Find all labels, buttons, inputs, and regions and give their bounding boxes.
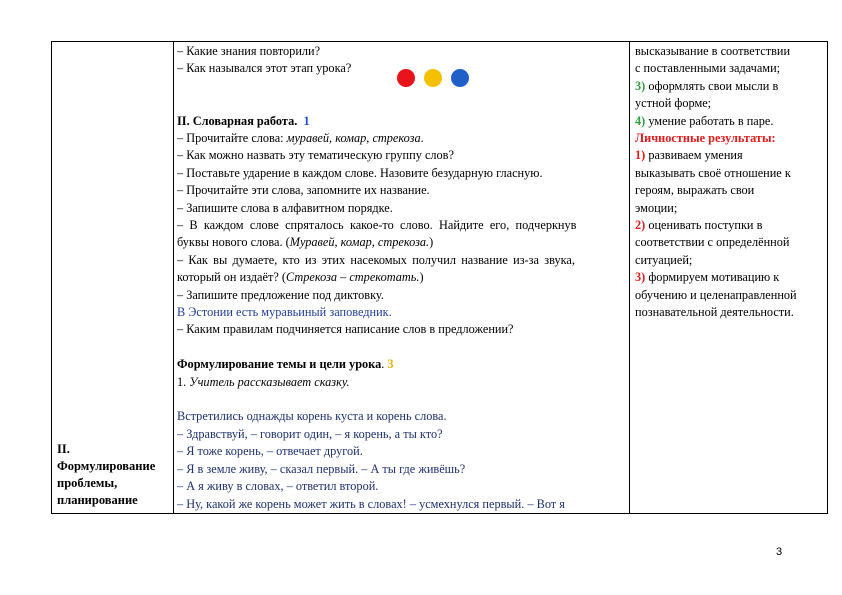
stage-name-line: Формулирование xyxy=(57,458,156,473)
result-line: познавательной деятельности. xyxy=(635,305,794,320)
dictation-sentence: В Эстонии есть муравьиный заповедник. xyxy=(177,305,392,320)
question-line: – Запишите предложение под диктовку. xyxy=(177,287,384,302)
question-line: – В каждом слове спряталось какое-то слово. Найдите его, подчеркнув xyxy=(177,218,577,233)
story-line: – Здравствуй, – говорит один, – я корень, а ты кто? xyxy=(177,426,443,441)
teacher-note: 1. Учитель рассказывает сказку. xyxy=(177,374,350,389)
result-line: 4) умение работать в паре. xyxy=(635,113,774,128)
story-line: – Я тоже корень, – отвечает другой. xyxy=(177,444,363,459)
stage-title xyxy=(52,441,173,513)
yellow-circle-icon xyxy=(424,69,442,87)
question-line: – Как вы думаете, кто из этих насекомых получил название из-за звука, xyxy=(177,252,575,267)
result-line: эмоции; xyxy=(635,200,678,215)
result-line: с поставленными задачами; xyxy=(635,61,781,76)
result-line: ситуацией; xyxy=(635,252,693,267)
story-line: Встретились однажды корень куста и корень слова. xyxy=(177,409,447,424)
story-line: – Ну, какой же корень может жить в словах! – усмехнулся первый. – Вот я xyxy=(177,496,565,511)
result-line: 3) формируем мотивацию к xyxy=(635,270,780,285)
result-line: 2) оценивать поступки в xyxy=(635,218,763,233)
result-line: обучению и целенаправленной xyxy=(635,287,797,302)
stage-name-line: проблемы, xyxy=(57,475,118,490)
result-line: устной форме; xyxy=(635,96,712,111)
color-circles xyxy=(397,69,469,87)
question-line: – Каким правилам подчиняется написание слов в предложении? xyxy=(177,322,514,337)
vocab-heading: II. Словарная работа. 1 xyxy=(177,113,310,128)
question-line: – Прочитайте слова: муравей, комар, стрекоза. xyxy=(177,131,424,145)
story-line: – Я в земле живу, – сказал первый. – А ты где живёшь? xyxy=(177,461,466,476)
result-line: выказывать своё отношение к xyxy=(635,165,791,180)
results-cell xyxy=(630,42,828,514)
topic-heading: Формулирование темы и цели урока. 3 xyxy=(177,357,394,372)
question-line: – Какие знания повторили? xyxy=(177,44,321,58)
question-line: который он издаёт? (Стрекоза – стрекотать.) xyxy=(177,270,424,285)
vocab-step-number: 1 xyxy=(303,113,310,128)
result-line: героям, выражать свои xyxy=(635,183,755,198)
stage-number: II. xyxy=(57,441,70,456)
red-circle-icon xyxy=(397,69,415,87)
story-line: – А я живу в словах, – ответил второй. xyxy=(177,479,379,494)
teacher-activity-cell xyxy=(174,42,630,514)
result-line: 1) развиваем умения xyxy=(635,148,743,163)
page-number: 3 xyxy=(776,546,783,558)
question-line: буквы нового слова. (Муравей, комар, стрекоза.) xyxy=(177,235,434,250)
blue-circle-icon xyxy=(451,69,469,87)
stage-cell xyxy=(52,42,174,514)
question-line: – Прочитайте эти слова, запомните их название. xyxy=(177,183,430,198)
lesson-table xyxy=(51,41,828,514)
result-line: 3) оформлять свои мысли в xyxy=(635,78,779,93)
question-line: – Запишите слова в алфавитном порядке. xyxy=(177,200,393,215)
question-line: – Как назывался этот этап урока? xyxy=(177,61,352,76)
question-line: – Как можно назвать эту тематическую группу слов? xyxy=(177,148,454,163)
result-line: высказывание в соответствии xyxy=(635,44,791,58)
topic-step-number: 3 xyxy=(387,357,394,372)
question-line: – Поставьте ударение в каждом слове. Назовите безударную гласную. xyxy=(177,165,543,180)
result-line: соответствии с определённой xyxy=(635,235,790,250)
personal-results-heading: Личностные результаты: xyxy=(635,131,776,146)
stage-name-line: планирование xyxy=(57,492,138,507)
